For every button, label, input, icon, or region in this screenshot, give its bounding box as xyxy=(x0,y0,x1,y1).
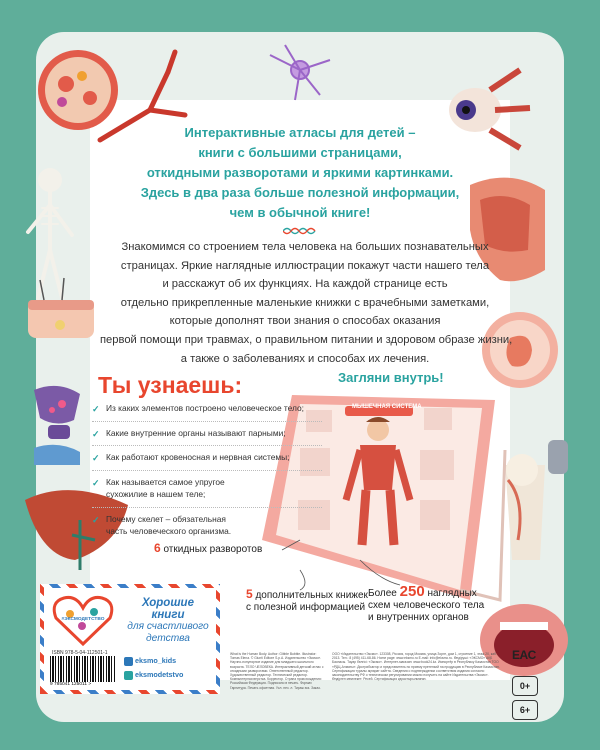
promo-line: для счастливого xyxy=(127,621,209,632)
list-item xyxy=(92,451,322,464)
imprint-right: ООО «Издательство «Эксмо». 123308, Россия, город Москва, улица Зорге, дом 1, строение 1, этаж 20, каб. 2013. Тел.: 8 (495) 411-68-86. Home page: www.eksmo.ru E-mail: info@eksmo.ru. Өндіруші: «ЭКСМО» АҚБ Баспасы. Тауар белгісі: «Эксмо». Интернет-магазин: www.book24.kz. Импортёр в Республику Казахстан ТОО «РДЦ-Алматы». Дистрибьютор и представитель по приему претензий на продукцию в Республике Казахстан. Сертификация туралы ақпарат сайтта. Сведения о подтверждении соответствия издания согласно законодательству РФ о техническом регулировании можно получить на сайте Издательства «Эксмо». Өндірген мемлекет: Ресей. Сертификация қарастырылмаған. xyxy=(332,652,500,682)
description-text xyxy=(100,238,513,368)
schemes-line2: схем человеческого тела xyxy=(368,600,485,611)
promo-line: книги xyxy=(151,608,185,621)
booklets-line1: дополнительных книжек xyxy=(255,590,368,601)
intro-line: откидными разворотами и яркими картинками. xyxy=(146,165,454,180)
atlas-page-title: МЫШЕЧНАЯ СИСТЕМА xyxy=(352,404,422,410)
description-line: а также о заболеваниях и способах их лечения. xyxy=(180,352,430,365)
schemes-callout xyxy=(368,583,485,624)
promo-card xyxy=(40,584,220,694)
list-item-text: Как работают кровеносная и нервная системы; xyxy=(106,452,290,462)
schemes-count: 250 xyxy=(399,583,425,600)
learn-list xyxy=(92,402,322,544)
spreads-label: откидных разворотов xyxy=(163,544,263,555)
booklets-line2: с полезной информацией xyxy=(246,602,366,613)
social-links xyxy=(124,654,183,682)
list-item xyxy=(92,476,242,501)
divider xyxy=(92,445,322,446)
imprint-left: What is the Human Body. Author: Gibble Bubble. Illustrator: Tomas Elena. © Giunti Editore S.p.A. Издательство «Эксмо». Научно-популярное издание для младшего школьного возраста. ТЕЛО ЧЕЛОВЕКА. Интерактивный детский атлас с откидными разворотами. Ответственный редактор. Художественный редактор. Технический редактор. Компьютерная верстка. Корректор. Страна происхождения: Российская Федерация. Подписано в печать. Формат. Гарнитура. Печать офсетная. Усл. печ. л. Тираж экз. Заказ. xyxy=(230,652,324,690)
schemes-post: наглядных xyxy=(427,588,477,599)
vk-icon xyxy=(124,657,133,666)
spreads-callout xyxy=(154,542,262,556)
intro-line: Интерактивные атласы для детей – xyxy=(184,125,416,140)
eac-mark: EAC xyxy=(512,648,536,662)
schemes-line3: и внутренних органов xyxy=(368,612,469,623)
list-item-text: Какие внутренние органы называют парными; xyxy=(106,427,286,438)
divider xyxy=(92,421,322,422)
booklets-callout xyxy=(246,588,368,614)
blood-cell-illustration xyxy=(38,50,118,130)
dna-divider-icon xyxy=(283,226,319,236)
barcode xyxy=(50,656,116,682)
barcode-number: 9 785041 125011 > xyxy=(50,682,92,687)
description-line: отдельно прикрепленные маленькие книжки с врачебными заметками, xyxy=(120,296,490,309)
schemes-pre: Более xyxy=(368,588,397,599)
list-item-text: Почему скелет – обязательная часть человеческого организма. xyxy=(106,513,232,536)
bone-joint-illustration xyxy=(505,440,568,560)
synapse-illustration xyxy=(34,386,80,465)
peek-inside-heading: Загляни внутрь! xyxy=(338,370,444,385)
promo-slogan xyxy=(122,598,214,644)
intro-line: книги с большими страницами, xyxy=(198,145,402,160)
check-icon: ✓ xyxy=(92,428,100,439)
promo-line: детства xyxy=(146,632,190,644)
telegram-icon xyxy=(124,671,133,680)
description-line: страницах. Яркие наглядные иллюстрации покажут части нашего тела xyxy=(120,259,490,272)
list-item-text: Из каких элементов построено человеческое тело; xyxy=(106,403,305,413)
list-item xyxy=(92,427,322,440)
check-icon: ✓ xyxy=(92,514,100,525)
list-item xyxy=(92,513,242,538)
intro-line: чем в обычной книге! xyxy=(229,205,371,220)
booklets-count: 5 xyxy=(246,587,253,601)
skeleton-illustration xyxy=(28,170,72,298)
promo-logo-text: #ЭКСМОДЕТСТВО xyxy=(61,617,105,622)
description-line: которые дополнят твои знания о способах оказания xyxy=(169,315,441,328)
age-rating-badge: 6+ xyxy=(512,700,538,720)
isbn-label: ISBN 978-5-04-112501-1 xyxy=(52,650,108,656)
promo-line: Хорошие xyxy=(142,597,194,609)
social-handle[interactable]: eksmo_kids xyxy=(135,656,177,665)
check-icon: ✓ xyxy=(92,404,100,414)
intro-line: Здесь в два раза больше полезной информации, xyxy=(140,185,460,200)
learn-heading: Ты узнаешь: xyxy=(98,372,243,398)
description-line: первой помощи при травмах, о правильном питании и здоровом образе жизни, xyxy=(100,333,513,346)
check-icon: ✓ xyxy=(92,477,100,488)
intro-text xyxy=(100,123,500,223)
divider xyxy=(92,507,322,508)
check-icon: ✓ xyxy=(92,453,100,463)
description-line: и расскажут об их функциях. На каждой странице есть xyxy=(162,278,448,291)
list-item-text: Как называется самое упругое сухожилие в нашем теле; xyxy=(106,476,225,499)
description-line: Знакомимся со строением тела человека на больших познавательных xyxy=(121,241,489,253)
social-handle[interactable]: eksmodetstvo xyxy=(135,670,184,679)
age-rating-badge: 0+ xyxy=(512,676,538,696)
divider xyxy=(92,470,322,471)
heart-logo-icon xyxy=(50,592,116,648)
neuron-illustration xyxy=(270,45,330,100)
spreads-count: 6 xyxy=(154,541,161,555)
list-item xyxy=(92,402,322,415)
